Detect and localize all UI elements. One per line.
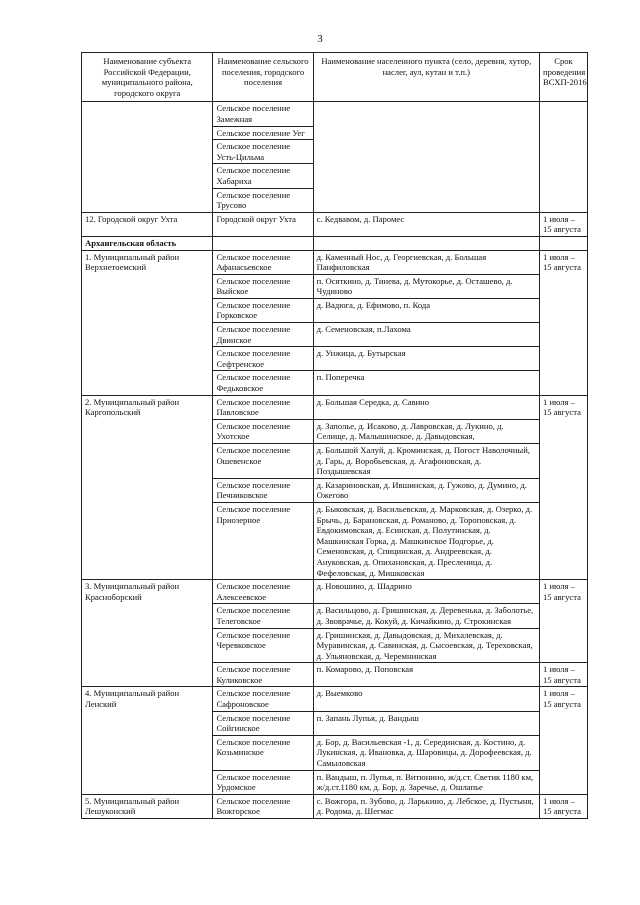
locality-cell: д. Гришинская, д. Давыдовская, д. Михалевская, д. Муравинская, д. Савинская, д. Сысоевская, д. Тереховская, д. Ульяновская, д. Черемнинская: [313, 628, 539, 663]
deadline-cell: 1 июля – 15 августа: [540, 250, 588, 395]
locality-cell: д. Большая Середка, д. Савино: [313, 395, 539, 419]
locality-cell: д. Унжица, д. Бутырская: [313, 347, 539, 371]
settlement-cell: Сельское поселение Алексеевское: [213, 580, 313, 604]
table-row: [82, 395, 588, 419]
settlement-cell: Сельское поселение Сойгинское: [213, 711, 313, 735]
settlement-cell: Сельское поселение Вожгорское: [213, 794, 313, 818]
locality-cell: д. Бор, д. Васильевская -1, д. Серединская, д. Костино, д. Лукинская, д. Ивановка, д. Шаровицы, д. Дорофеевская, д. Самыловская: [313, 735, 539, 770]
settlement-cell: Сельское поселение Печниковское: [213, 478, 313, 502]
deadline-cell: 1 июля – 15 августа: [540, 395, 588, 580]
settlement-cell: Сельское поселение Замежная: [213, 102, 313, 126]
settlement-cell: Сельское поселение Горковское: [213, 298, 313, 322]
locality-cell: д. Васильцово, д. Гришинская, д. Деревенька, д. Заболотье, д. Звоврачье, д. Кокуй, д. Кичайкино, д. Строкинская: [313, 604, 539, 628]
settlement-cell: Сельское поселение Афанасьевское: [213, 250, 313, 274]
deadline-cell: 1 июля – 15 августа: [540, 663, 588, 687]
settlement-cell: Городской округ Ухта: [213, 212, 313, 236]
district-cell: 4. Муниципальный район Ленский: [82, 687, 213, 794]
locality-cell: д. Каменный Нос, д. Георгиевская, д. Большая Панфиловская: [313, 250, 539, 274]
locality-cell: д. Быковская, д. Васильевская, д. Марковская, д. Озерко, д. Брычь, д. Барановская, д. Романово, д. Тороповская, д. Евдокимовская, д. Есинская, д. Полутинская, д. Машкинская Горка, д. Машкинское Подгорье, д. Семеновская, д. Спицинская, д. Андреевская, д. Ануковская, д. Опихановская, д. Пресленица, д. Фефеловская, д. Мишковская: [313, 502, 539, 579]
page-number: 3: [317, 33, 323, 45]
settlement-cell: Сельское поселение Сафроновское: [213, 687, 313, 711]
locality-cell: п. Осяткино, д. Тинева, д. Мутокорье, д. Осташево, д. Чудиново: [313, 274, 539, 298]
settlement-cell: Сельское поселение Урдомское: [213, 770, 313, 794]
settlement-cell: Сельское поселение Выйское: [213, 274, 313, 298]
locality-cell: п. Поперечка: [313, 371, 539, 395]
header-deadline: Срок проведения ВСХП-2016: [540, 53, 588, 102]
settlement-cell: Сельское поселение Телеговское: [213, 604, 313, 628]
census-table: [81, 52, 588, 819]
district-cell: 1. Муниципальный район Верхнетоемский: [82, 250, 213, 395]
deadline-cell: 1 июля – 15 августа: [540, 580, 588, 663]
region-row: [82, 236, 588, 250]
deadline-cell: 1 июля – 15 августа: [540, 212, 588, 236]
settlement-cell: Сельское поселение Павловское: [213, 395, 313, 419]
settlement-cell: Сельское поселение Козьминское: [213, 735, 313, 770]
table-row: [82, 794, 588, 818]
district-cell: 2. Муниципальный район Каргопольский: [82, 395, 213, 580]
district-cell: 3. Муниципальный район Красноборский: [82, 580, 213, 687]
settlement-cell: Сельское поселение Хабариха: [213, 164, 313, 188]
deadline-cell: 1 июля – 15 августа: [540, 794, 588, 818]
header-settlement: Наименование сельского поселения, городского поселения: [213, 53, 313, 102]
settlement-cell: Сельское поселение Черевковское: [213, 628, 313, 663]
settlement-cell: Сельское поселение Трусово: [213, 188, 313, 212]
table-header-row: [82, 53, 588, 102]
table-row: [82, 687, 588, 711]
settlement-cell: Сельское поселение Куликовское: [213, 663, 313, 687]
settlement-cell: Сельское поселение Усть-Цильма: [213, 140, 313, 164]
locality-cell: д. Заполье, д. Исаково, д. Лавровская, д. Лукино, д. Селище, д. Малышинское, д. Давыдовская,: [313, 419, 539, 443]
locality-cell: п. Комарово, д. Поповская: [313, 663, 539, 687]
locality-cell: д. Выемково: [313, 687, 539, 711]
settlement-cell: Сельское поселение Ошевенское: [213, 444, 313, 479]
region-empty-cell: [213, 236, 313, 250]
table-row: [82, 102, 588, 126]
region-empty-cell: [540, 236, 588, 250]
district-cell-empty: [82, 102, 213, 212]
deadline-cell: 1 июля – 15 августа: [540, 687, 588, 794]
table-row: [82, 250, 588, 274]
settlement-cell: Сельское поселение Приозерное: [213, 502, 313, 579]
settlement-cell: Сельское поселение Сефтренское: [213, 347, 313, 371]
locality-cell: д. Семеновская, п.Лахома: [313, 323, 539, 347]
table-row: [82, 212, 588, 236]
settlement-cell: Сельское поселение Ухотское: [213, 419, 313, 443]
deadline-cell-empty: [540, 102, 588, 212]
locality-cell: д. Новошино, д. Шадрино: [313, 580, 539, 604]
locality-cell: п. Вандыш, п. Лупья, п. Витюнино, ж/д.ст. Светик 1180 км, ж/д.ст.1180 км, д. Бор, д. Заречье, д. Ошлапье: [313, 770, 539, 794]
district-cell: 12. Городской округ Ухта: [82, 212, 213, 236]
table-row: [82, 580, 588, 604]
header-subject: Наименование субъекта Российской Федерации, муниципального района, городского округа: [82, 53, 213, 102]
locality-cell: с. Вожгора, п. Зубово, д. Ларькино, д. Лебское, д. Пустыня, д. Родома, д. Шегмас: [313, 794, 539, 818]
region-empty-cell: [313, 236, 539, 250]
locality-cell: д. Большой Халуй, д. Кроминская, д. Погост Наволочный, д. Гарь, д. Воробьевская, д. Агафоновская, д. Поздышевская: [313, 444, 539, 479]
region-title: Архангельская область: [82, 236, 213, 250]
locality-cell: д. Казариновская, д. Ившинская, д. Гужово, д. Думино, д. Ожегово: [313, 478, 539, 502]
locality-cell: п. Запань Лупья, д. Вандыш: [313, 711, 539, 735]
settlement-cell: Сельское поселение Уег: [213, 126, 313, 140]
locality-cell: д. Вадюга, д. Ефимово, п. Кода: [313, 298, 539, 322]
settlement-cell: Сельское поселение Двинское: [213, 323, 313, 347]
settlement-cell: Сельское поселение Федьковское: [213, 371, 313, 395]
district-cell: 5. Муниципальный район Лешуконский: [82, 794, 213, 818]
header-locality: Наименование населенного пункта (село, деревня, хутор, наслег, аул, кутан и т.п.): [313, 53, 539, 102]
locality-cell-empty: [313, 102, 539, 212]
locality-cell: с. Кедвавом, д. Паромес: [313, 212, 539, 236]
